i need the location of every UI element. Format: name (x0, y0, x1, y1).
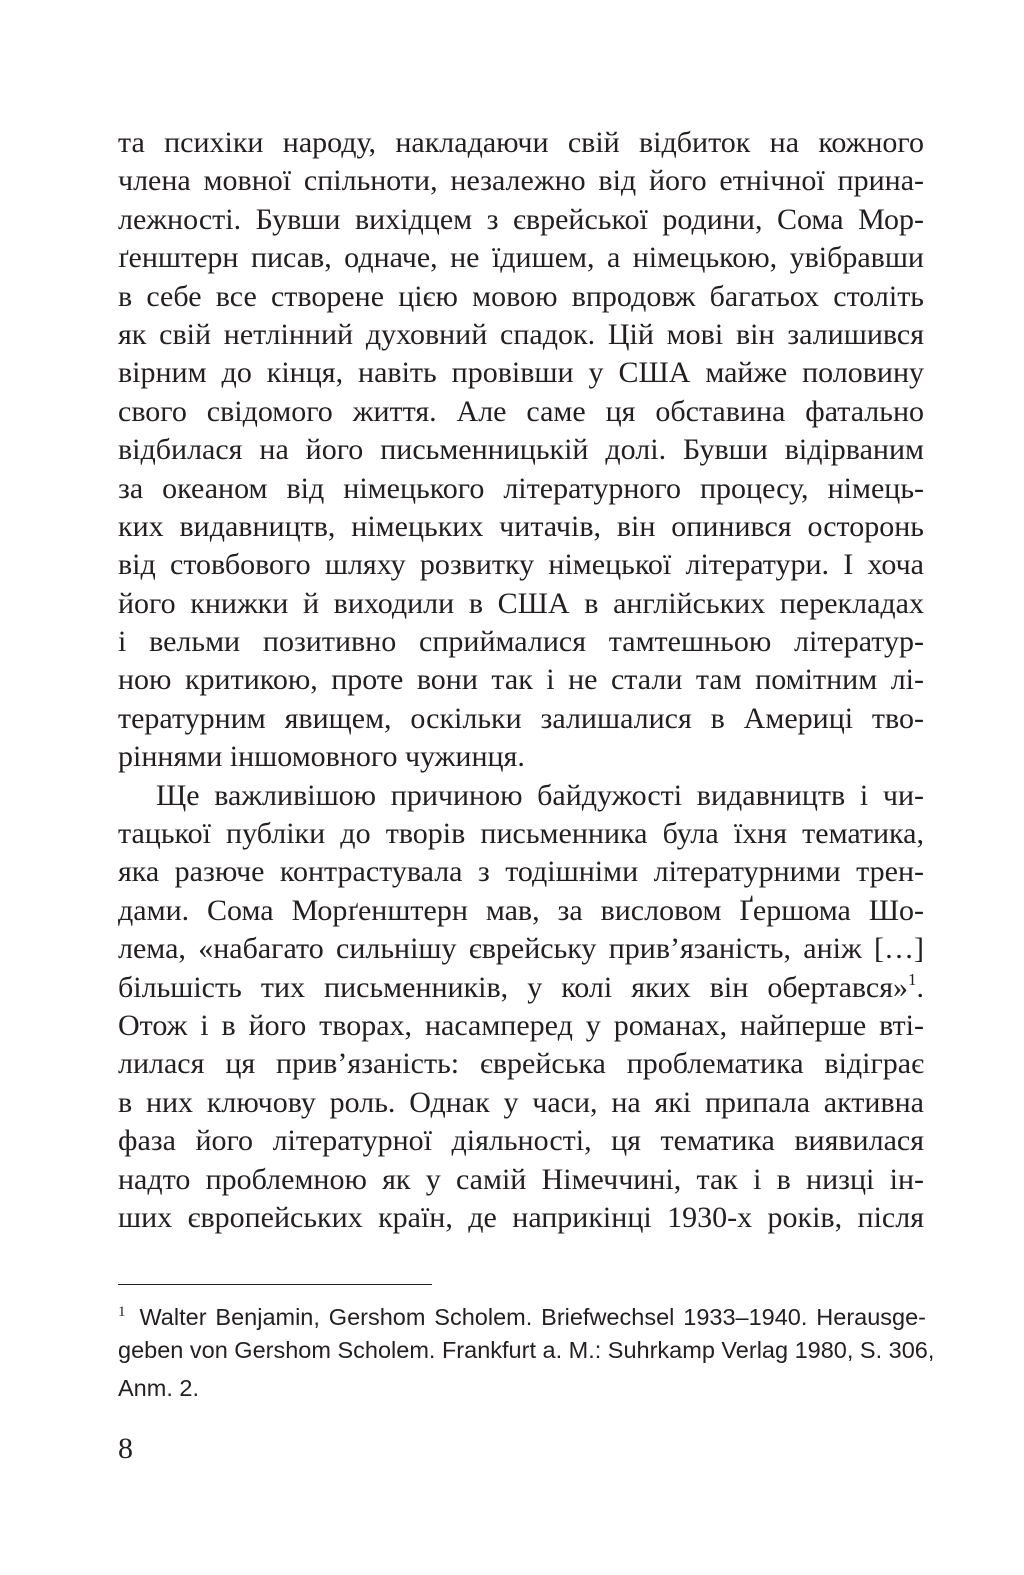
text-line: фаза його літературної діяльності, ця тематика виявилася (118, 1124, 924, 1158)
text-line: свого свідомого життя. Але саме ця обставина фатально (118, 394, 924, 428)
page-number: 8 (118, 1432, 133, 1465)
text-line: відбилася на його письменницькій долі. Бувши відірваним (118, 433, 924, 467)
text-line: як свій нетлінний духовний спадок. Цій мові він залишився (118, 317, 924, 351)
text-line: ґенштерн писав, одначе, не їдишем, а німецькою, увібравши (118, 241, 924, 275)
footnote-mark: 1 (118, 1304, 126, 1320)
text-line: члена мовної спільноти, незалежно від його етнічної прина- (118, 164, 924, 198)
text-line: та психіки народу, накладаючи свій відбиток на кожного (118, 126, 924, 159)
text-line: лежності. Бувши вихідцем з єврейської родини, Сома Мор- (118, 202, 924, 236)
text-line: ких видавництв, німецьких читачів, він опинився осторонь (118, 509, 924, 543)
footnote-line (118, 1293, 926, 1331)
text-line: за океаном від німецького літературного процесу, німець- (118, 471, 924, 505)
footnote-line: geben von Gershom Scholem. Frankfurt a. M.: Suhrkamp Verlag 1980, S. 306, (118, 1337, 935, 1363)
text-line: надто проблемною як у самій Німеччині, так і в низці ін- (118, 1162, 924, 1196)
footnote-reference[interactable]: 1 (908, 969, 917, 989)
footnote-line: Anm. 2. (118, 1375, 199, 1401)
paragraph-start-line: Ще важливішою причиною байдужості видавництв і чи- (156, 778, 924, 812)
text-line: Отож і в його творах, насамперед у романах, найперше вті- (118, 1008, 924, 1042)
paragraph-end-line: ріннями іншомовного чужинця. (118, 740, 525, 774)
footnote-line-text: Walter Benjamin, Gershom Scholem. Briefwechsel 1933–1940. Herausge- (139, 1304, 926, 1330)
text-line: дами. Сома Морґенштерн мав, за висловом Ґершома Шо- (118, 893, 924, 927)
text-line: яка разюче контрастувала з тодішніми літературними трен- (118, 855, 924, 889)
text-line: тацької публіки до творів письменника була їхня тематика, (118, 817, 924, 851)
main-text (118, 124, 924, 1237)
text-line-with-footnote-ref (118, 969, 924, 1007)
text-line: ною критикою, проте вони так і не стали там помітним лі- (118, 663, 924, 697)
text-line: вірним до кінця, навіть провівши у США майже половину (118, 356, 924, 390)
text-line-content: більшість тих письменників, у колі яких він обертався» (118, 970, 908, 1004)
text-line: і вельми позитивно сприймалися тамтешньою літератур- (118, 625, 924, 659)
text-line: тературним явищем, оскільки залишалися в Америці тво- (118, 701, 924, 735)
footnote-ref-suffix: . (916, 970, 924, 1004)
text-line: його книжки й виходили в США в англійських перекладах (118, 586, 924, 620)
text-line: в себе все створене цією мовою впродовж багатьох століть (118, 279, 924, 313)
text-line: лема, «набагато сильнішу єврейську прив’язаність, аніж […] (118, 932, 924, 966)
text-line: від стовбового шляху розвитку німецької літератури. І хоча (118, 548, 924, 582)
text-line: ших європейських країн, де наприкінці 1930-х років, після (118, 1200, 924, 1234)
text-line: в них ключову роль. Однак у часи, на які припала активна (118, 1085, 924, 1119)
footnote-divider (118, 1284, 432, 1285)
text-line: лилася ця прив’язаність: єврейська проблематика відіграє (118, 1047, 924, 1081)
footnote (118, 1293, 935, 1407)
